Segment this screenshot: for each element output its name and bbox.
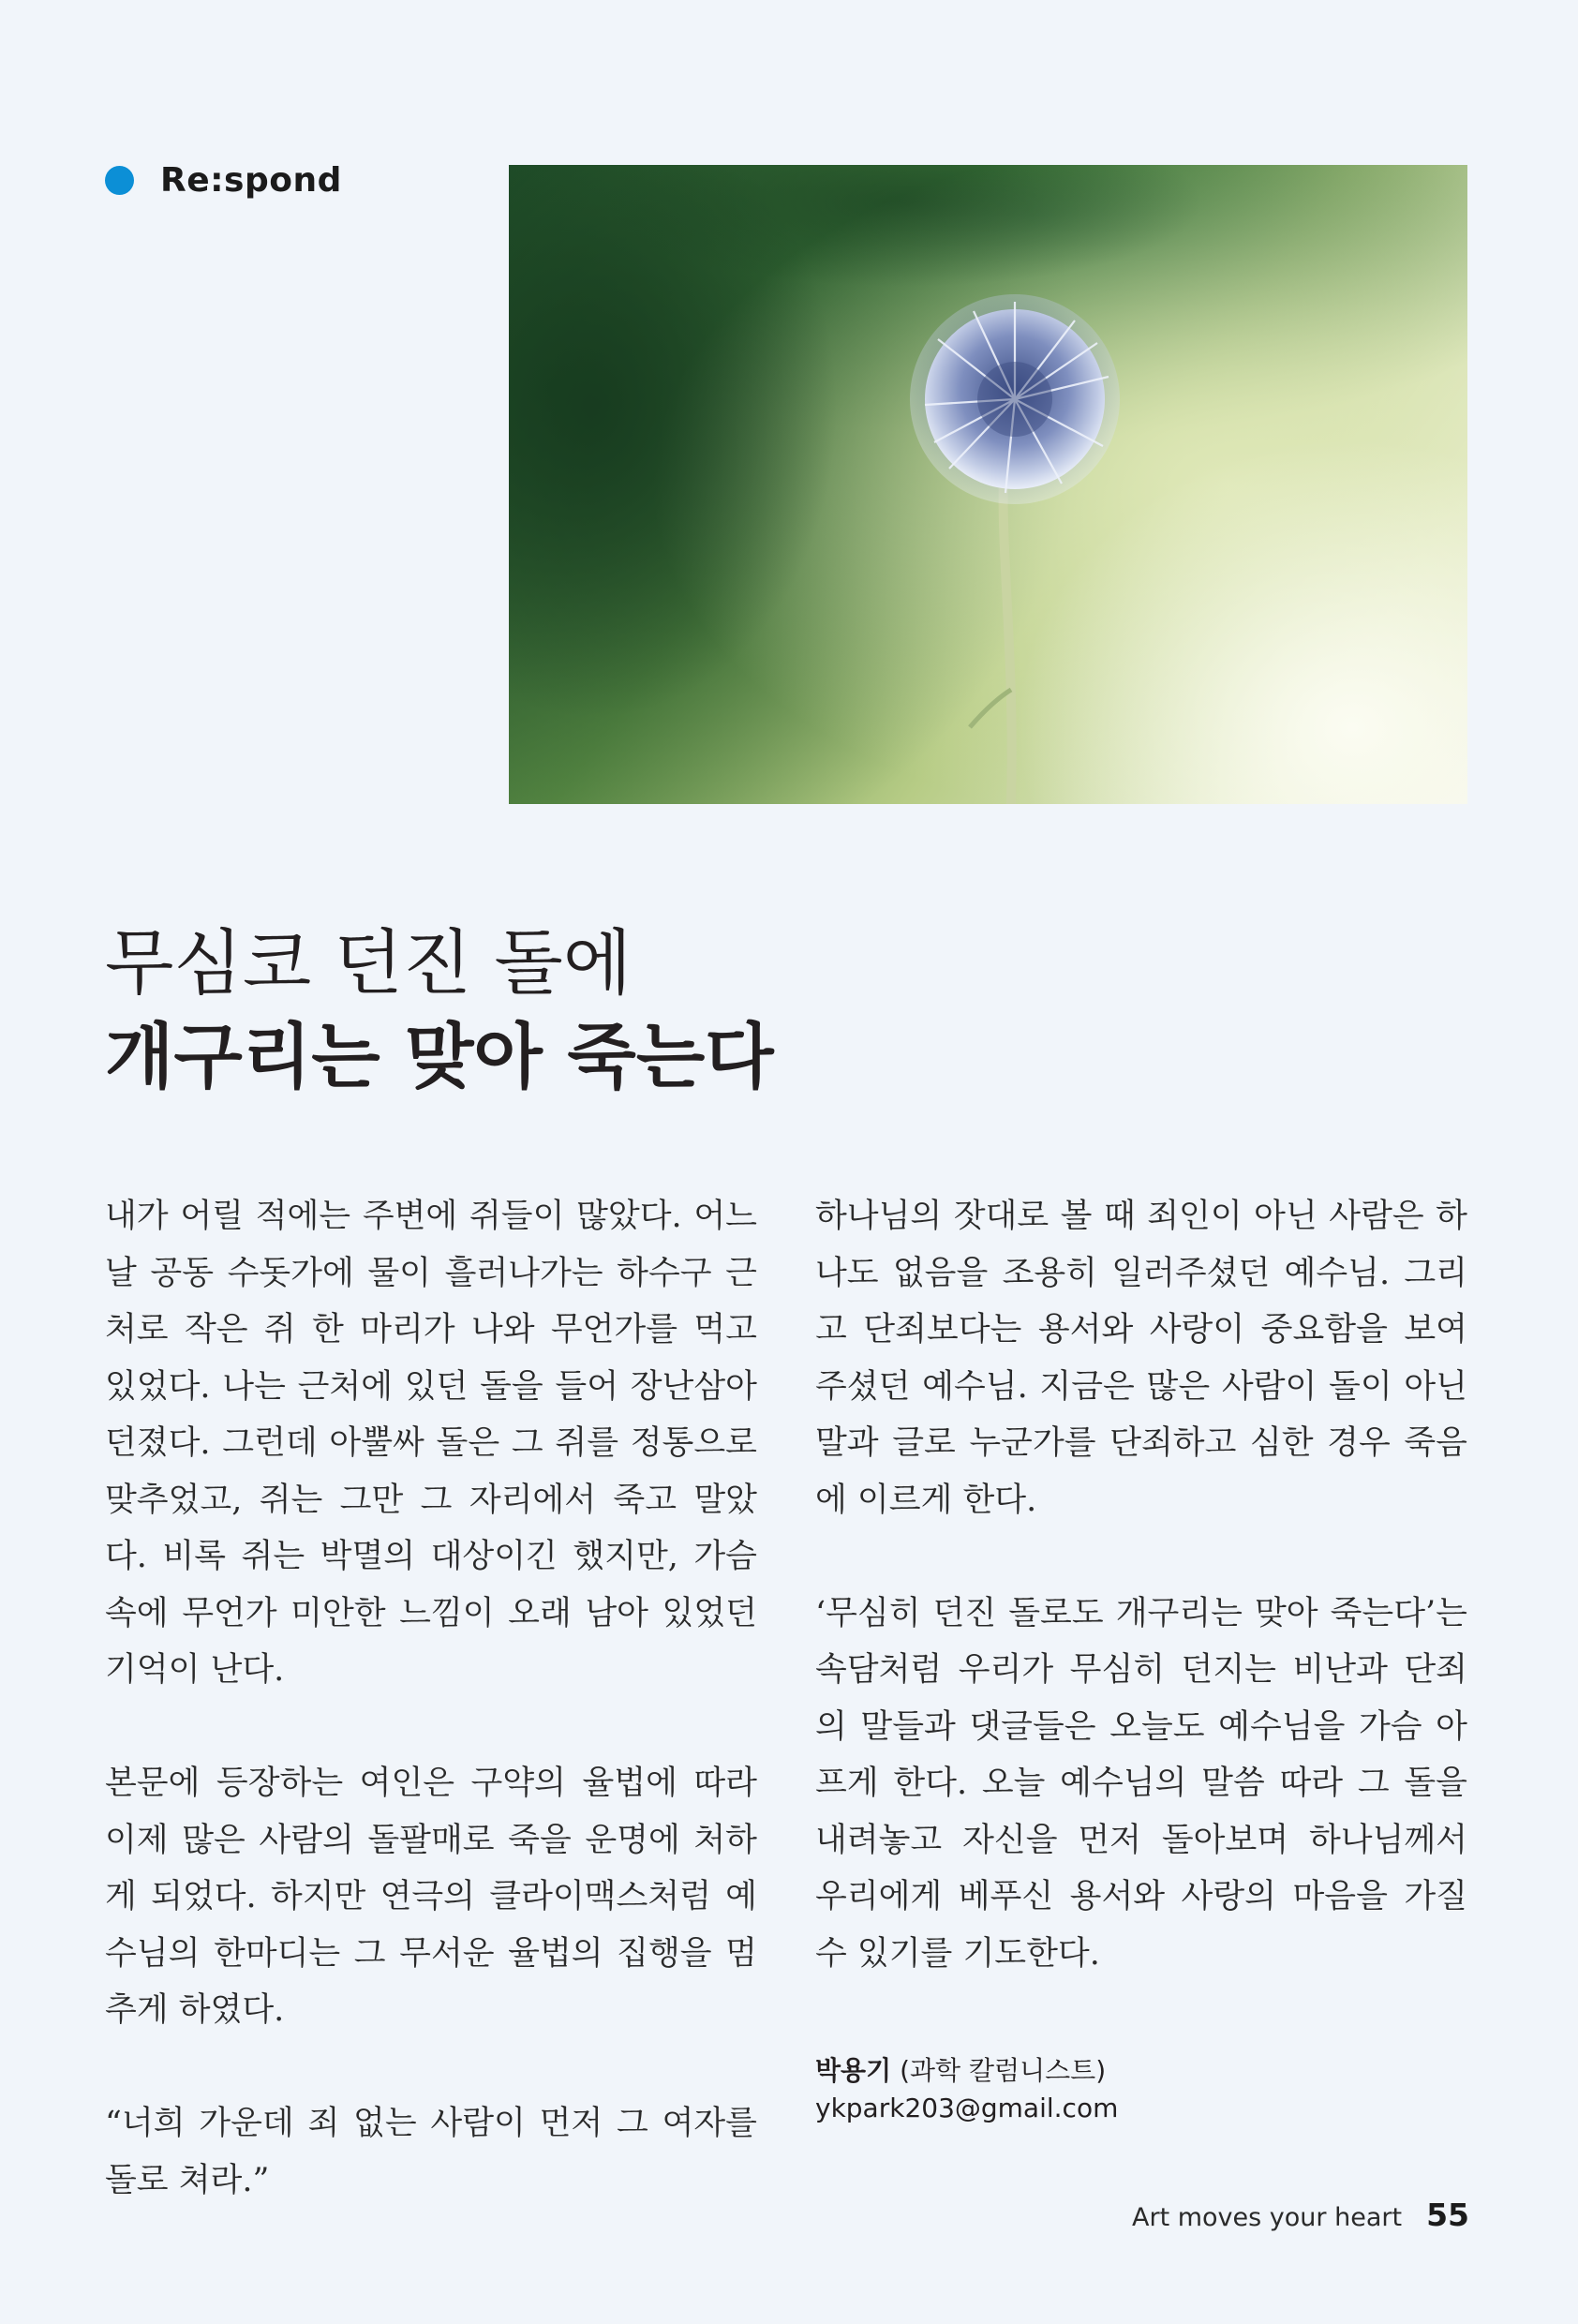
body-column-right	[815, 1188, 1467, 2039]
author-byline	[815, 2052, 1118, 2127]
headline-line-2: 개구리는 맞아 죽는다	[105, 1015, 774, 1098]
quote-paragraph: “너희 가운데 죄 없는 사람이 먼저 그 여자를 돌로 쳐라.”	[105, 2105, 757, 2199]
footer-slogan: Art moves your heart	[1132, 2203, 1403, 2232]
section-label: Re:spond	[160, 160, 342, 200]
paragraph: 내가 어릴 적에는 주변에 쥐들이 많았다. 어느 날 공동 수돗가에 물이 흘러나가는 하수구 근처로 작은 쥐 한 마리가 나와 무언가를 먹고 있었다. 나는 근처에 있던 돌을 들어 장난삼아 던졌다. 그런데 아뿔싸 돌은 그 쥐를 정통으로 맞추었고, 쥐는 그만 그 자리에서 죽고 말았다. 비록 쥐는 박멸의 대상이긴 했지만, 가슴속에 무언가 미안한 느낌이 오래 남아 있었던 기억이 난다.	[105, 1198, 757, 1689]
author-email: ykpark203@gmail.com	[815, 2093, 1119, 2123]
author-name: 박용기	[815, 2055, 892, 2086]
headline-line-1: 무심코 던진 돌에	[105, 921, 633, 1005]
paragraph: ‘무심히 던진 돌로도 개구리는 맞아 죽는다’는 속담처럼 우리가 무심히 던지는 비난과 단죄의 말들과 댓글들은 오늘도 예수님을 가슴 아프게 한다. 오늘 예수님의 말씀 따라 그 돌을 내려놓고 자신을 먼저 돌아보며 하나님께서 우리에게 베푸신 용서와 사랑의 마음을 가질 수 있기를 기도한다.	[815, 1594, 1467, 1973]
paragraph: 하나님의 잣대로 볼 때 죄인이 아닌 사람은 하나도 없음을 조용히 일러주셨던 예수님. 그리고 단죄보다는 용서와 사랑이 중요함을 보여주셨던 예수님. 지금은 많은 사람이 돌이 아닌 말과 글로 누군가를 단죄하고 심한 경우 죽음에 이르게 한다.	[815, 1198, 1467, 1519]
headline	[105, 916, 774, 1104]
section-tag	[105, 161, 342, 199]
section-dot-icon	[105, 166, 134, 195]
paragraph: 본문에 등장하는 여인은 구약의 율법에 따라 이제 많은 사람의 돌팔매로 죽을 운명에 처하게 되었다. 하지만 연극의 클라이맥스처럼 예수님의 한마디는 그 무서운 율법의 집행을 멈추게 하였다.	[105, 1765, 757, 2029]
feature-photo	[509, 165, 1467, 804]
page-footer	[1132, 2197, 1469, 2233]
page-number: 55	[1426, 2197, 1469, 2233]
body-column-left	[105, 1188, 757, 2266]
globe-thistle-flower-icon	[509, 165, 1467, 804]
author-role: (과학 칼럼니스트)	[900, 2055, 1107, 2086]
